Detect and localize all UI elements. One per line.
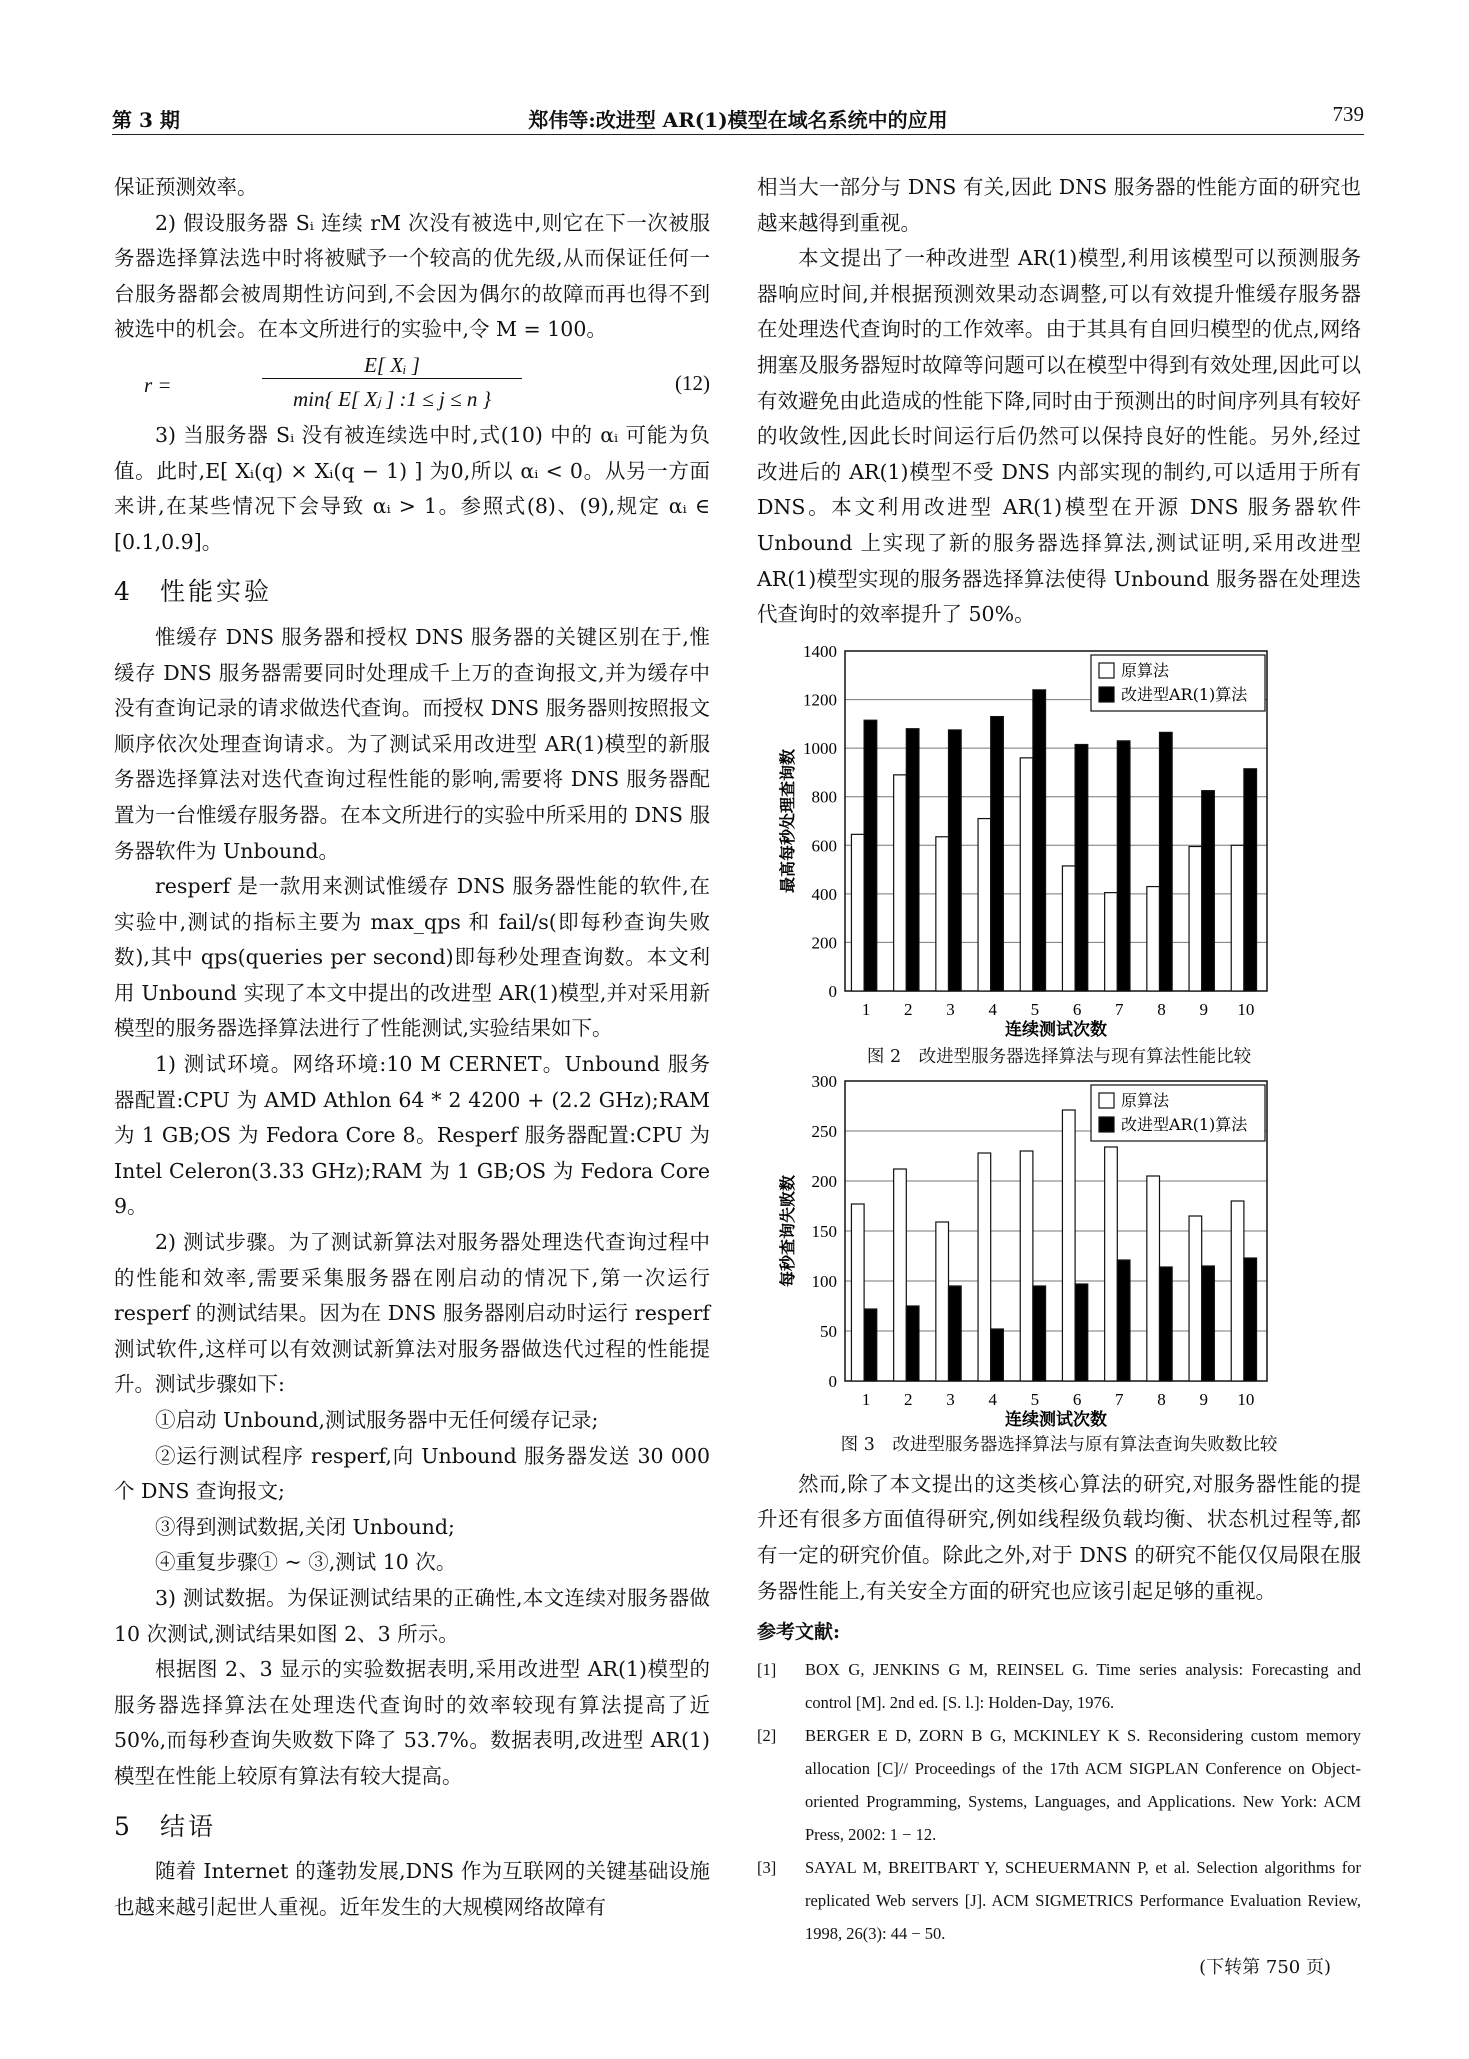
bar-improved <box>864 720 877 991</box>
bar-improved <box>864 1309 877 1381</box>
bar-original <box>1147 886 1160 990</box>
y-tick-label: 0 <box>828 981 837 1001</box>
equation-denominator: min{ E[ Xⱼ ] :1 ≤ j ≤ n } <box>292 386 492 411</box>
section-title: 性能实验 <box>160 577 273 607</box>
paragraph: 3) 测试数据。为保证测试结果的正确性,本文连续对服务器做 10 次测试,测试结果如图 2、3 所示。 <box>114 1585 710 1646</box>
bar-original <box>894 775 907 991</box>
equation-number: (12) <box>675 370 710 395</box>
step-item: ①启动 Unbound,测试服务器中无任何缓存记录; <box>155 1408 599 1432</box>
equation-lhs: r = <box>144 372 172 397</box>
bar-original <box>978 818 991 990</box>
bar-original <box>851 1204 864 1381</box>
x-tick-label: 6 <box>1072 999 1082 1019</box>
bar-original <box>851 834 864 991</box>
figure-3-chart <box>757 1073 1361 1433</box>
y-tick-label: 0 <box>828 1371 837 1391</box>
section-number: 5 <box>114 1811 133 1841</box>
bar-original <box>1231 845 1244 991</box>
bar-improved <box>1117 1260 1130 1381</box>
bar-original <box>894 1169 907 1381</box>
y-tick-label: 400 <box>811 884 837 904</box>
bar-improved <box>1033 1286 1046 1381</box>
bar-improved <box>906 728 919 990</box>
bar-improved <box>1033 690 1046 991</box>
paragraph: 根据图 2、3 显示的实验数据表明,采用改进型 AR(1)模型的服务器选择算法在处理迭代查询时的效率较现有算法提高了近 50%,而每秒查询失败数下降了 53.7%。数据表明,改进型 AR(1)模型在性能上较原有算法有较大提高。 <box>114 1657 710 1788</box>
x-tick-label: 9 <box>1199 999 1208 1019</box>
bar-improved <box>1202 1266 1215 1381</box>
y-tick-label: 50 <box>820 1321 837 1341</box>
paragraph: 1) 测试环境。网络环境:10 M CERNET。Unbound 服务器配置:CPU 为 AMD Athlon 64 * 2 4200 + (2.2 GHz);RAM 为 1 GB;OS 为 Fedora Core 8。Resperf 服务器配置:CPU 为 Intel Celeron(3.33 GHz);RAM 为 1 GB;OS 为 Fedora Core 9。 <box>114 1052 710 1219</box>
running-title: 郑伟等:改进型 AR(1)模型在域名系统中的应用 <box>528 108 948 132</box>
legend-label: 改进型AR(1)算法 <box>1121 1114 1248 1134</box>
legend-label: 原算法 <box>1121 660 1170 680</box>
bar-improved <box>949 730 962 991</box>
step-item: ③得到测试数据,关闭 Unbound; <box>155 1514 455 1539</box>
x-tick-label: 6 <box>1072 1389 1082 1409</box>
x-tick-label: 10 <box>1237 1389 1255 1409</box>
bar-improved <box>1075 744 1088 991</box>
step-item: ②运行测试程序 resperf,向 Unbound 服务器发送 30 000 个 DNS 查询报文; <box>114 1443 710 1504</box>
x-tick-label: 8 <box>1157 999 1166 1019</box>
y-tick-label: 250 <box>811 1121 837 1141</box>
bar-original <box>1189 1216 1202 1381</box>
step-item: ④重复步骤① ~ ③,测试 10 次。 <box>155 1550 457 1575</box>
legend-swatch <box>1099 1093 1114 1108</box>
y-axis-label: 每秒查询失败数 <box>778 1174 797 1287</box>
x-tick-label: 2 <box>904 1389 913 1409</box>
y-tick-label: 200 <box>811 933 837 953</box>
x-axis-label: 连续测试次数 <box>1005 1409 1107 1430</box>
reference-list <box>757 1653 1361 1950</box>
left-column <box>114 170 710 1925</box>
paragraph: 相当大一部分与 DNS 有关,因此 DNS 服务器的性能方面的研究也越来越得到重视。 <box>757 175 1361 235</box>
reference-item <box>757 1719 1361 1851</box>
figure-3 <box>757 1073 1361 1457</box>
y-tick-label: 600 <box>811 836 837 856</box>
legend-swatch <box>1099 1117 1114 1132</box>
x-tick-label: 4 <box>988 1389 997 1409</box>
paragraph: 随着 Internet 的蓬勃发展,DNS 作为互联网的关键基础设施也越来越引起世人重视。近年发生的大规模网络故障有 <box>114 1859 710 1919</box>
x-tick-label: 10 <box>1237 999 1255 1019</box>
x-tick-label: 2 <box>904 999 913 1019</box>
x-tick-label: 5 <box>1030 1389 1040 1409</box>
paragraph: 本文提出了一种改进型 AR(1)模型,利用该模型可以预测服务器响应时间,并根据预测效果动态调整,可以有效提升惟缓存服务器在处理迭代查询时的工作效率。由于其具有自回归模型的优点,网络拥塞及服务器短时故障等问题可以在模型中得到有效处理,因此可以有效避免由此造成的性能下降,同时由于预测出的时间序列具有较好的收敛性,因此长时间运行后仍然可以保持良好的性能。另外,经过改进后的 AR(1)模型不受 DNS 内部实现的制约,可以适用于所有 DNS。本文利用改进型 AR(1)模型在开源 DNS 服务器软件 Unbound 上实现了新的服务器选择算法,测试证明,采用改进型 AR(1)模型实现的服务器选择算法使得 Unbound 服务器在处理迭代查询时的效率提升了 50%。 <box>757 246 1361 627</box>
figure-2 <box>757 633 1361 1069</box>
reference-item <box>757 1851 1361 1950</box>
bar-original <box>1105 892 1118 990</box>
legend-label: 改进型AR(1)算法 <box>1121 684 1248 704</box>
x-tick-label: 1 <box>861 999 871 1019</box>
paragraph: 3) 当服务器 Sᵢ 没有被连续选中时,式(10) 中的 αᵢ 可能为负值。此时,E[ Xᵢ(q) × Xᵢ(q − 1) ] 为0,所以 αᵢ < 0。从另一方面来讲,在某些情况下会导致 αᵢ > 1。参照式(8)、(9),规定 αᵢ ∈ [0.1,0.9]。 <box>114 422 710 554</box>
bar-original <box>936 837 949 991</box>
bar-original <box>1105 1147 1118 1381</box>
paragraph: 保证预测效率。 <box>114 175 258 199</box>
bar-original <box>1147 1176 1160 1381</box>
x-axis-label: 连续测试次数 <box>1005 1019 1107 1040</box>
figure-2-chart <box>757 633 1361 1045</box>
section-heading-4 <box>114 574 710 610</box>
paragraph: 惟缓存 DNS 服务器和授权 DNS 服务器的关键区别在于,惟缓存 DNS 服务器需要同时处理成千上万的查询报文,并为缓存中没有查询记录的请求做迭代查询。而授权 DNS 服务器则按照报文顺序依次处理查询请求。为了测试采用改进型 AR(1)模型的新服务器选择算法对迭代查询过程性能的影响,需要将 DNS 服务器配置为一台惟缓存服务器。在本文所进行的实验中所采用的 DNS 服务器软件为 Unbound。 <box>114 624 710 863</box>
bar-improved <box>991 1329 1004 1381</box>
bar-improved <box>1075 1284 1088 1381</box>
x-tick-label: 8 <box>1157 1389 1166 1409</box>
x-tick-label: 9 <box>1199 1389 1208 1409</box>
section-title: 结语 <box>160 1811 217 1841</box>
section-heading-5 <box>114 1809 710 1845</box>
x-tick-label: 1 <box>861 1389 871 1409</box>
reference-number: [2] <box>757 1725 777 1745</box>
bar-improved <box>949 1286 962 1381</box>
reference-number: [3] <box>757 1857 777 1877</box>
figure-3-caption: 图 3 改进型服务器选择算法与原有算法查询失败数比较 <box>840 1434 1278 1455</box>
references-heading: 参考文献: <box>757 1621 841 1644</box>
reference-text: BOX G, JENKINS G M, REINSEL G. Time series analysis: Forecasting and control [M]. 2nd ed. [S. l.]: Holden-Day, 1976. <box>805 1659 1361 1712</box>
bar-original <box>1189 846 1202 991</box>
y-tick-label: 200 <box>811 1171 837 1191</box>
reference-text: BERGER E D, ZORN B G, MCKINLEY K S. Reconsidering custom memory allocation [C]// Proceedings of the 17th ACM SIGPLAN Conference on Object-oriented Programming, Systems, Languages, and Applications. New York: ACM Press, 2002: 1 − 12. <box>805 1725 1361 1844</box>
bar-original <box>978 1153 991 1381</box>
x-tick-label: 3 <box>946 1389 955 1409</box>
y-tick-label: 1000 <box>803 738 837 758</box>
bar-improved <box>1160 732 1173 991</box>
running-header <box>112 100 1364 135</box>
paragraph: 然而,除了本文提出的这类核心算法的研究,对服务器性能的提升还有很多方面值得研究,例如线程级负载均衡、状态机过程等,都有一定的研究价值。除此之外,对于 DNS 的研究不能仅仅局限在服务器性能上,有关安全方面的研究也应该引起足够的重视。 <box>757 1471 1361 1603</box>
bar-improved <box>1202 790 1215 990</box>
bar-original <box>1020 1151 1033 1381</box>
x-tick-label: 3 <box>946 999 955 1019</box>
equation-12 <box>114 348 710 418</box>
reference-item <box>757 1653 1361 1719</box>
bar-original <box>1062 866 1075 991</box>
figure-2-caption: 图 2 改进型服务器选择算法与现有算法性能比较 <box>866 1046 1252 1067</box>
bar-original <box>1020 758 1033 991</box>
reference-text: SAYAL M, BREITBART Y, SCHEUERMANN P, et al. Selection algorithms for replicated Web servers [J]. ACM SIGMETRICS Performance Evaluation Review, 1998, 26(3): 44 − 50. <box>805 1857 1361 1943</box>
right-column <box>757 170 1361 1985</box>
bar-improved <box>991 716 1004 990</box>
x-tick-label: 7 <box>1115 1389 1124 1409</box>
reference-number: [1] <box>757 1659 777 1679</box>
legend-swatch <box>1099 687 1114 702</box>
paragraph: resperf 是一款用来测试惟缓存 DNS 服务器性能的软件,在实验中,测试的指标主要为 max_qps 和 fail/s(即每秒查询失败数),其中 qps(queries per second)即每秒处理查询数。本文利用 Unbound 实现了本文中提出的改进型 AR(1)模型,并对采用新模型的服务器选择算法进行了性能测试,实验结果如下。 <box>114 874 710 1041</box>
bar-improved <box>906 1306 919 1381</box>
paragraph: 2) 假设服务器 Sᵢ 连续 rM 次没有被选中,则它在下一次被服务器选择算法选中时将被赋予一个较高的优先级,从而保证任何一台服务器都会被周期性访问到,不会因为偶尔的故障而再也得不到被选中的机会。在本文所进行的实验中,令 M = 100。 <box>114 210 710 342</box>
y-tick-label: 150 <box>811 1221 837 1241</box>
y-axis-label: 最高每秒处理查询数 <box>778 748 797 893</box>
section-number: 4 <box>114 577 133 607</box>
y-tick-label: 300 <box>811 1072 837 1091</box>
x-tick-label: 5 <box>1030 999 1040 1019</box>
continued-note: (下转第 750 页) <box>1199 1956 1331 1978</box>
y-tick-label: 800 <box>811 787 837 807</box>
paragraph: 2) 测试步骤。为了测试新算法对服务器处理迭代查询过程中的性能和效率,需要采集服务器在刚启动的情况下,第一次运行 resperf 的测试结果。因为在 DNS 服务器刚启动时运行 resperf 测试软件,这样可以有效测试新算法对服务器做迭代过程的性能提升。测试步骤如下: <box>114 1230 710 1397</box>
bar-improved <box>1244 1258 1257 1381</box>
y-tick-label: 100 <box>811 1271 837 1291</box>
bar-original <box>1062 1110 1075 1381</box>
issue-number: 第 3 期 <box>112 108 180 132</box>
bar-original <box>936 1222 949 1381</box>
bar-improved <box>1160 1267 1173 1381</box>
x-tick-label: 7 <box>1115 999 1124 1019</box>
bar-improved <box>1117 741 1130 991</box>
equation-numerator: E[ Xᵢ ] <box>262 348 522 379</box>
y-tick-label: 1400 <box>803 641 837 661</box>
page-number: 739 <box>1332 102 1364 126</box>
legend-label: 原算法 <box>1121 1090 1170 1110</box>
y-tick-label: 1200 <box>803 690 837 710</box>
legend-swatch <box>1099 663 1114 678</box>
x-tick-label: 4 <box>988 999 997 1019</box>
bar-improved <box>1244 769 1257 991</box>
bar-original <box>1231 1201 1244 1381</box>
